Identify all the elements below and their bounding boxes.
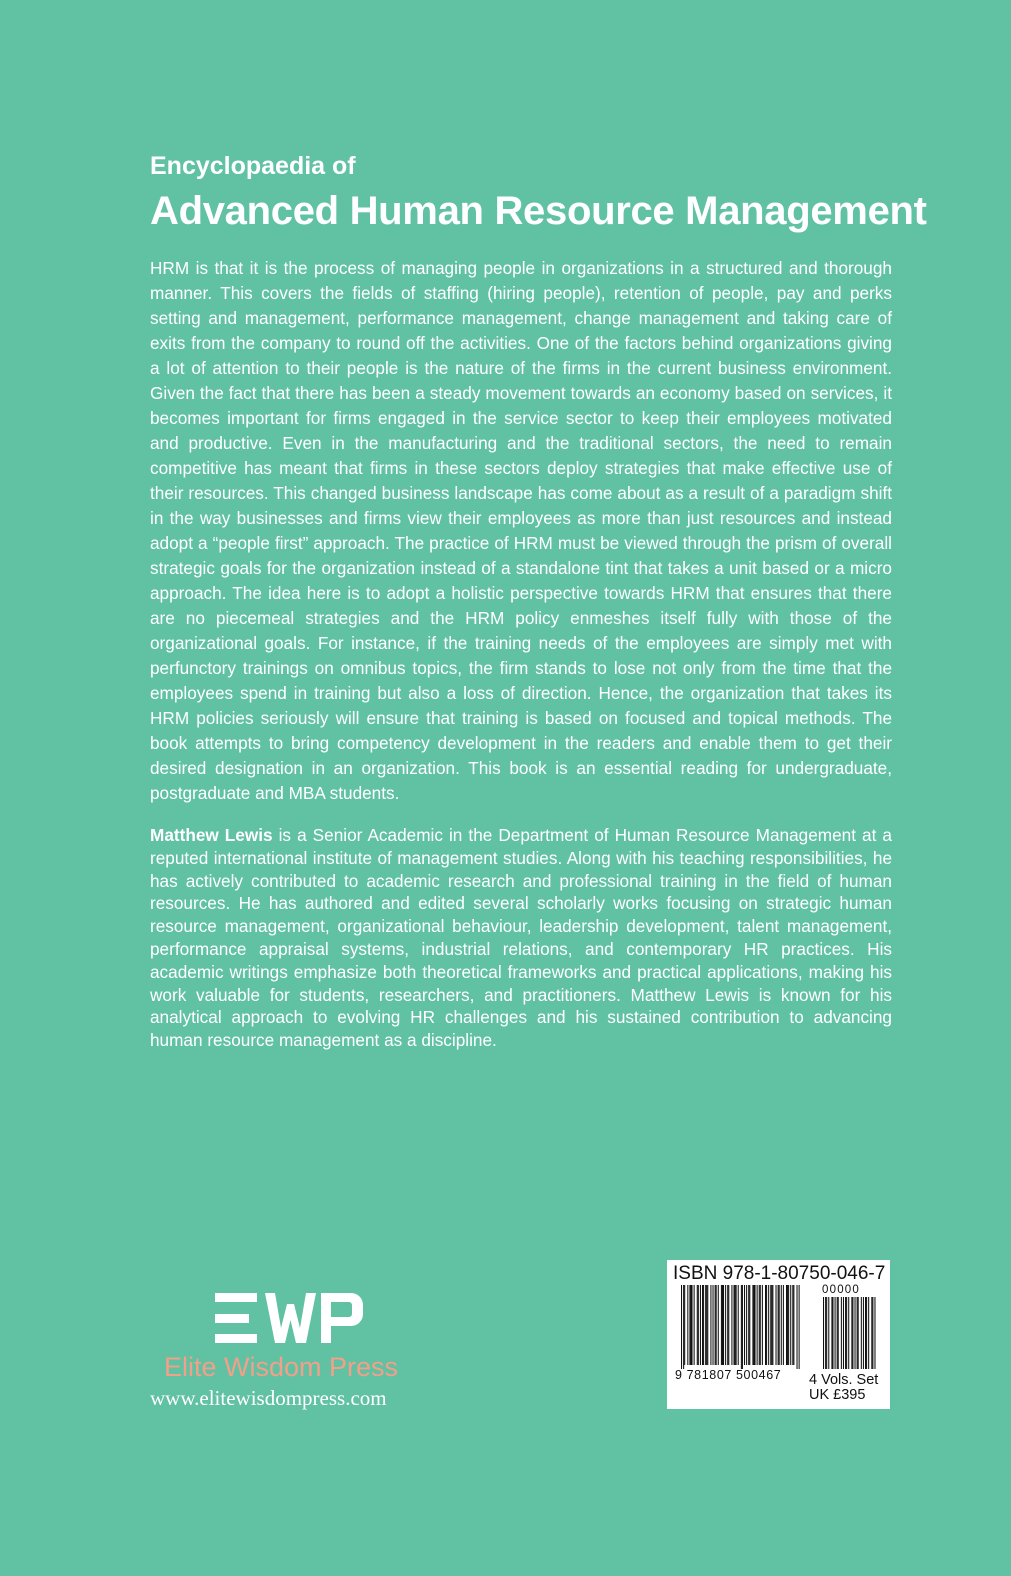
barcode-bar bbox=[706, 1285, 707, 1365]
barcode-bar bbox=[783, 1285, 784, 1365]
barcode-bar bbox=[765, 1285, 766, 1365]
barcode-bar bbox=[760, 1285, 761, 1365]
barcode-bar bbox=[742, 1285, 743, 1369]
barcode-addon-bar bbox=[845, 1297, 846, 1369]
barcode-addon-bar bbox=[866, 1297, 867, 1369]
barcode-bar bbox=[741, 1285, 742, 1369]
barcode-addon-bar bbox=[868, 1297, 869, 1369]
barcode-bar bbox=[728, 1285, 729, 1365]
barcode-addon-bar bbox=[841, 1297, 842, 1369]
barcode-bar bbox=[772, 1285, 773, 1365]
barcode-addon-bar bbox=[865, 1297, 866, 1369]
barcode-bar bbox=[713, 1285, 714, 1365]
barcode-bar bbox=[692, 1285, 693, 1365]
barcode-bar bbox=[771, 1285, 772, 1365]
barcode-bar bbox=[793, 1285, 794, 1365]
barcode-bar bbox=[683, 1285, 684, 1369]
barcode-addon-bar bbox=[852, 1297, 853, 1369]
barcode-bar bbox=[734, 1285, 735, 1365]
publisher-url[interactable]: www.elitewisdompress.com bbox=[150, 1386, 387, 1410]
barcode-bar bbox=[694, 1285, 695, 1365]
barcode-bar bbox=[770, 1285, 771, 1365]
barcode-bar bbox=[687, 1285, 688, 1365]
barcode-bar bbox=[707, 1285, 708, 1365]
barcode-digits: 9 781807 500467 bbox=[675, 1368, 782, 1382]
barcode-bar bbox=[788, 1285, 789, 1365]
barcode-addon-bar bbox=[874, 1297, 875, 1369]
barcode-bar bbox=[781, 1285, 782, 1365]
author-bio-text: is a Senior Academic in the Department of Human Resource Management at a reputed international institute of management studies. Along with his teaching responsibilities, he has actively contributed to academic research and professional training in the field of human resources. He has authored and edited several scholarly works focusing on strategic human resource management, organizational behaviour, leadership development, talent management, performance appraisal systems, industrial relations, and contemporary HR practices. His academic writings emphasize both theoretical frameworks and practical applications, making his work valuable for students, researchers, and practitioners. Matthew Lewis is known for his analytical approach to evolving HR challenges and his sustained contribution to advancing human resource management as a discipline. bbox=[150, 825, 892, 1051]
barcode-bar bbox=[749, 1285, 750, 1365]
barcode-addon-bar bbox=[863, 1297, 864, 1369]
barcode-addon-bar bbox=[855, 1297, 856, 1369]
barcode-bar bbox=[778, 1285, 779, 1365]
barcode-bar bbox=[702, 1285, 703, 1365]
barcode-addon-bar bbox=[837, 1297, 838, 1369]
barcode-bar bbox=[753, 1285, 754, 1365]
barcode-addon-bar bbox=[857, 1297, 858, 1369]
barcode-addon-bar bbox=[838, 1297, 839, 1369]
barcode-addon-digits: 00000 bbox=[822, 1284, 860, 1296]
barcode-addon-bar bbox=[826, 1297, 827, 1369]
barcode-bar bbox=[718, 1285, 719, 1365]
book-title: Advanced Human Resource Management bbox=[150, 189, 927, 233]
barcode-bar bbox=[735, 1285, 736, 1365]
barcode-bar bbox=[690, 1285, 691, 1365]
barcode-bar bbox=[755, 1285, 756, 1365]
set-label: 4 Vols. Set bbox=[809, 1372, 879, 1388]
barcode-addon-bar bbox=[871, 1297, 872, 1369]
isbn-number: ISBN 978-1-80750-046-7 bbox=[673, 1263, 886, 1284]
barcode-bar bbox=[722, 1285, 723, 1365]
barcode-bar bbox=[766, 1285, 767, 1365]
barcode-addon-bar bbox=[832, 1297, 833, 1369]
barcode-bar bbox=[723, 1285, 724, 1365]
barcode-bar bbox=[792, 1285, 793, 1365]
barcode-bar bbox=[689, 1285, 690, 1365]
barcode-addon-bar bbox=[861, 1297, 862, 1369]
barcode-bar bbox=[731, 1285, 732, 1365]
barcode-bar bbox=[759, 1285, 760, 1365]
barcode-bar bbox=[790, 1285, 791, 1365]
barcode-bar bbox=[697, 1285, 698, 1365]
barcode-bar bbox=[721, 1285, 722, 1365]
barcode-bar bbox=[768, 1285, 769, 1365]
barcode-addon-bar bbox=[825, 1297, 826, 1369]
barcode-addon-bar bbox=[848, 1297, 849, 1369]
author-bio bbox=[150, 824, 892, 1052]
barcode-bar bbox=[787, 1285, 788, 1365]
ewp-logo-icon bbox=[215, 1290, 365, 1346]
barcode-bar bbox=[799, 1285, 800, 1369]
barcode-addon-bar bbox=[858, 1297, 859, 1369]
barcode-bar bbox=[744, 1285, 745, 1365]
isbn-barcode-box bbox=[667, 1260, 890, 1409]
barcode-bar bbox=[705, 1285, 706, 1365]
barcode-bar bbox=[776, 1285, 777, 1365]
barcode-bar bbox=[710, 1285, 711, 1365]
publisher-name: Elite Wisdom Press bbox=[163, 1352, 399, 1382]
barcode-bar bbox=[725, 1285, 726, 1365]
barcode-bar bbox=[757, 1285, 758, 1365]
barcode-bar bbox=[700, 1285, 701, 1365]
barcode-bar bbox=[727, 1285, 728, 1365]
barcode-bar bbox=[797, 1285, 798, 1369]
barcode-icon bbox=[675, 1285, 880, 1369]
barcode-addon-bar bbox=[835, 1297, 836, 1369]
barcode-bar bbox=[681, 1285, 682, 1369]
barcode-bar bbox=[746, 1285, 747, 1365]
barcode-bar bbox=[786, 1285, 787, 1365]
publisher-logo bbox=[215, 1290, 365, 1351]
barcode-bar bbox=[738, 1285, 739, 1365]
barcode-addon-bar bbox=[843, 1297, 844, 1369]
barcode-bar bbox=[762, 1285, 763, 1365]
book-description: HRM is that it is the process of managing people in organizations in a structured and thorough manner. This covers the fields of staffing (hiring people), retention of people, pay and perks setting and management, performance management, change management and taking care of exits from the company to round off the activities. One of the factors behind organizations giving a lot of attention to their people is the nature of the firms in the current business environment. Given the fact that there has been a steady movement towards an economy based on services, it becomes important for firms engaged in the service sector to keep their employees motivated and productive. Even in the manufacturing and the traditional sectors, the need to remain competitive has meant that firms in these sectors deploy strategies that make effective use of their resources. This changed business landscape has come about as a result of a paradigm shift in the way businesses and firms view their employees as more than just resources and instead adopt a “people first” approach. The practice of HRM must be viewed through the prism of overall strategic goals for the organization instead of a standalone tint that takes a unit based or a micro approach. The idea here is to adopt a holistic perspective towards HRM that ensures that there are no piecemeal strategies and the HRM policy enmeshes itself fully with those of the organizational goals. For instance, if the training needs of the employees are simply met with perfunctory trainings on omnibus topics, the firm stands to lose not only from the time that the employees spend in training but also a loss of direction. Hence, the organization that takes its HRM policies seriously will ensure that training is based on focused and topical methods. The book attempts to bring competency development in the readers and enable them to get their desired designation in an organization. This book is an essential reading for undergraduate, postgraduate and MBA students. bbox=[150, 258, 892, 803]
price: UK £395 bbox=[809, 1387, 866, 1403]
barcode-bar bbox=[752, 1285, 753, 1365]
barcode-addon-bar bbox=[823, 1297, 824, 1369]
barcode-bar bbox=[715, 1285, 716, 1365]
barcode-addon-bar bbox=[851, 1297, 852, 1369]
barcode-bar bbox=[716, 1285, 717, 1365]
barcode-addon-bar bbox=[872, 1297, 873, 1369]
barcode-addon-bar bbox=[846, 1297, 847, 1369]
barcode-bar bbox=[684, 1285, 685, 1365]
barcode-bar bbox=[748, 1285, 749, 1365]
barcode-bar bbox=[779, 1285, 780, 1365]
barcode-bar bbox=[736, 1285, 737, 1365]
author-name: Matthew Lewis bbox=[150, 825, 273, 845]
series-title: Encyclopaedia of bbox=[150, 152, 356, 180]
barcode-bar bbox=[703, 1285, 704, 1365]
barcode-addon-bar bbox=[831, 1297, 832, 1369]
barcode-bar bbox=[698, 1285, 699, 1365]
barcode-addon-bar bbox=[828, 1297, 829, 1369]
